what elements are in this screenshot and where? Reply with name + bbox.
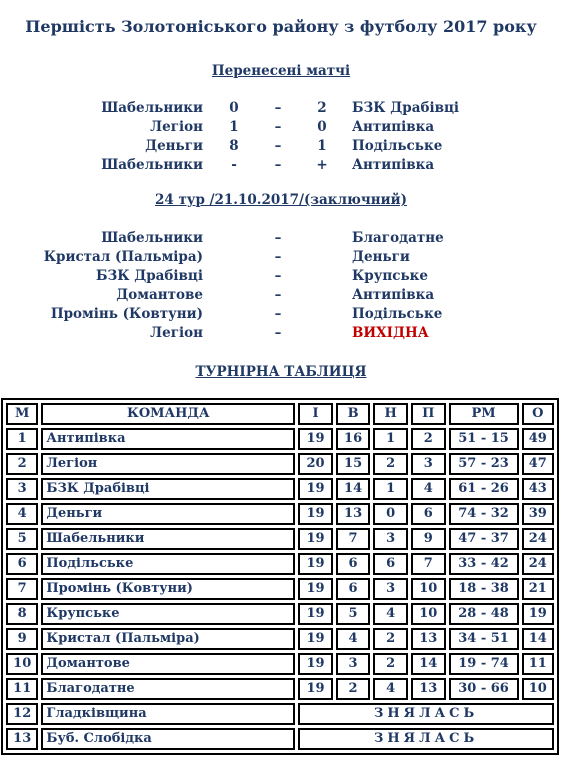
points-cell: 19 (522, 603, 554, 625)
games-cell: 19 (298, 478, 333, 500)
wins-cell: 4 (336, 628, 371, 650)
team-cell: Антипівка (41, 428, 295, 450)
goals-cell: 34 - 51 (449, 628, 519, 650)
team-cell: Деньги (41, 503, 295, 525)
position-cell: 7 (6, 578, 38, 600)
header-row (6, 403, 554, 425)
table-row (6, 553, 554, 575)
page-title: Першість Золотоніського району з футболу 2017 року (25, 17, 537, 36)
losses-cell: 13 (411, 678, 446, 700)
team-cell: Буб. Слобідка (41, 728, 295, 750)
team-cell: Шабельники (41, 528, 295, 550)
standings-heading: ТУРНІРНА ТАБЛИЦЯ (195, 364, 367, 380)
wins-cell: 15 (336, 453, 371, 475)
position-cell: 4 (6, 503, 38, 525)
draws-cell: 6 (373, 553, 408, 575)
position-cell: 3 (6, 478, 38, 500)
games-cell: 19 (298, 503, 333, 525)
team-cell: Крупське (41, 603, 295, 625)
wins-cell: 6 (336, 578, 371, 600)
wins-cell: 7 (336, 528, 371, 550)
withdrawn-note: ЗНЯЛАСЬ (298, 703, 554, 725)
draws-cell: 3 (373, 528, 408, 550)
postponed-match (0, 99, 562, 118)
postponed-heading: Перенесені матчі (211, 63, 351, 79)
wins-cell: 13 (336, 503, 371, 525)
team-cell: Домантове (41, 653, 295, 675)
position-cell: 9 (6, 628, 38, 650)
away-score: 2 (317, 100, 327, 116)
points-cell: 49 (522, 428, 554, 450)
points-cell: 24 (522, 553, 554, 575)
points-cell: 43 (522, 478, 554, 500)
home-score: - (231, 157, 237, 173)
fixture (0, 286, 562, 305)
draws-cell: 2 (373, 628, 408, 650)
games-cell: 19 (298, 428, 333, 450)
score-separator: – (274, 157, 282, 173)
points-cell: 24 (522, 528, 554, 550)
table-row (6, 453, 554, 475)
home-team: Легіон (150, 325, 203, 341)
draws-cell: 4 (373, 678, 408, 700)
table-row (6, 678, 554, 700)
position-cell: 12 (6, 703, 38, 725)
home-team: БЗК Драбівці (95, 268, 203, 284)
team-cell: Кристал (Пальміра) (41, 628, 295, 650)
losses-cell: 4 (411, 478, 446, 500)
away-team: Антипівка (352, 119, 435, 135)
losses-cell: 13 (411, 628, 446, 650)
postponed-match (0, 137, 562, 156)
draws-cell: 1 (373, 478, 408, 500)
draws-cell: 1 (373, 428, 408, 450)
table-row (6, 478, 554, 500)
goals-cell: 47 - 37 (449, 528, 519, 550)
withdrawn-row (6, 728, 554, 750)
withdrawn-row (6, 703, 554, 725)
postponed-match (0, 156, 562, 175)
fixture-separator: – (274, 268, 282, 284)
col-points: О (522, 403, 554, 425)
fixture-separator: – (274, 325, 282, 341)
away-team: Деньги (352, 249, 410, 265)
draws-cell: 3 (373, 578, 408, 600)
fixture (0, 305, 562, 324)
away-score: + (316, 157, 328, 173)
points-cell: 11 (522, 653, 554, 675)
home-team: Кристал (Пальміра) (43, 249, 203, 265)
goals-cell: 74 - 32 (449, 503, 519, 525)
fixture-separator: – (274, 249, 282, 265)
team-cell: Подільське (41, 553, 295, 575)
goals-cell: 28 - 48 (449, 603, 519, 625)
games-cell: 19 (298, 553, 333, 575)
points-cell: 21 (522, 578, 554, 600)
goals-cell: 61 - 26 (449, 478, 519, 500)
home-team: Шабельники (101, 100, 203, 116)
wins-cell: 2 (336, 678, 371, 700)
position-cell: 11 (6, 678, 38, 700)
draws-cell: 4 (373, 603, 408, 625)
position-cell: 13 (6, 728, 38, 750)
team-cell: Благодатне (41, 678, 295, 700)
home-team: Легіон (150, 119, 203, 135)
games-cell: 19 (298, 653, 333, 675)
home-team: Шабельники (101, 157, 203, 173)
draws-cell: 2 (373, 653, 408, 675)
table-row (6, 628, 554, 650)
fixture (0, 267, 562, 286)
round-heading: 24 тур /21.10.2017/(заключний) (154, 192, 408, 208)
away-score: 0 (317, 119, 327, 135)
position-cell: 6 (6, 553, 38, 575)
games-cell: 19 (298, 528, 333, 550)
col-team: КОМАНДА (41, 403, 295, 425)
home-team: Промінь (Ковтуни) (50, 306, 203, 322)
losses-cell: 2 (411, 428, 446, 450)
points-cell: 14 (522, 628, 554, 650)
draws-cell: 0 (373, 503, 408, 525)
wins-cell: 5 (336, 603, 371, 625)
games-cell: 20 (298, 453, 333, 475)
losses-cell: 9 (411, 528, 446, 550)
home-team: Домантове (116, 287, 203, 303)
goals-cell: 18 - 38 (449, 578, 519, 600)
team-cell: БЗК Драбівці (41, 478, 295, 500)
games-cell: 19 (298, 578, 333, 600)
table-row (6, 503, 554, 525)
score-separator: – (274, 119, 282, 135)
position-cell: 10 (6, 653, 38, 675)
postponed-match (0, 118, 562, 137)
wins-cell: 3 (336, 653, 371, 675)
games-cell: 19 (298, 603, 333, 625)
losses-cell: 3 (411, 453, 446, 475)
position-cell: 1 (6, 428, 38, 450)
table-row (6, 578, 554, 600)
col-position: М (6, 403, 38, 425)
goals-cell: 33 - 42 (449, 553, 519, 575)
home-score: 0 (229, 100, 239, 116)
position-cell: 2 (6, 453, 38, 475)
position-cell: 5 (6, 528, 38, 550)
col-goals: РМ (449, 403, 519, 425)
away-team: Антипівка (352, 287, 435, 303)
bye-label: ВИХІДНА (352, 325, 429, 341)
table-row (6, 653, 554, 675)
losses-cell: 7 (411, 553, 446, 575)
away-team: Подільське (352, 138, 443, 154)
home-team: Шабельники (101, 230, 203, 246)
team-cell: Гладківщина (41, 703, 295, 725)
away-score: 1 (317, 138, 327, 154)
table-row (6, 603, 554, 625)
away-team: БЗК Драбівці (352, 100, 460, 116)
fixture-separator: – (274, 287, 282, 303)
col-draws: Н (373, 403, 408, 425)
col-losses: П (411, 403, 446, 425)
table-row (6, 428, 554, 450)
points-cell: 47 (522, 453, 554, 475)
home-score: 8 (229, 138, 239, 154)
games-cell: 19 (298, 678, 333, 700)
fixture (0, 248, 562, 267)
score-separator: – (274, 100, 282, 116)
wins-cell: 6 (336, 553, 371, 575)
games-cell: 19 (298, 628, 333, 650)
withdrawn-note: ЗНЯЛАСЬ (298, 728, 554, 750)
goals-cell: 57 - 23 (449, 453, 519, 475)
losses-cell: 14 (411, 653, 446, 675)
score-separator: – (274, 138, 282, 154)
table-row (6, 528, 554, 550)
fixture-separator: – (274, 306, 282, 322)
losses-cell: 6 (411, 503, 446, 525)
goals-cell: 30 - 66 (449, 678, 519, 700)
wins-cell: 14 (336, 478, 371, 500)
draws-cell: 2 (373, 453, 408, 475)
points-cell: 10 (522, 678, 554, 700)
team-cell: Легіон (41, 453, 295, 475)
wins-cell: 16 (336, 428, 371, 450)
home-score: 1 (229, 119, 239, 135)
col-wins: В (336, 403, 371, 425)
losses-cell: 10 (411, 603, 446, 625)
goals-cell: 19 - 74 (449, 653, 519, 675)
away-team: Антипівка (352, 157, 435, 173)
points-cell: 39 (522, 503, 554, 525)
goals-cell: 51 - 15 (449, 428, 519, 450)
away-team: Подільське (352, 306, 443, 322)
losses-cell: 10 (411, 578, 446, 600)
team-cell: Промінь (Ковтуни) (41, 578, 295, 600)
away-team: Благодатне (352, 230, 444, 246)
home-team: Деньги (145, 138, 203, 154)
position-cell: 8 (6, 603, 38, 625)
fixture-separator: – (274, 230, 282, 246)
col-games: І (298, 403, 333, 425)
away-team: Крупське (352, 268, 428, 284)
fixture (0, 324, 562, 343)
fixture (0, 229, 562, 248)
standings-table (1, 398, 559, 755)
